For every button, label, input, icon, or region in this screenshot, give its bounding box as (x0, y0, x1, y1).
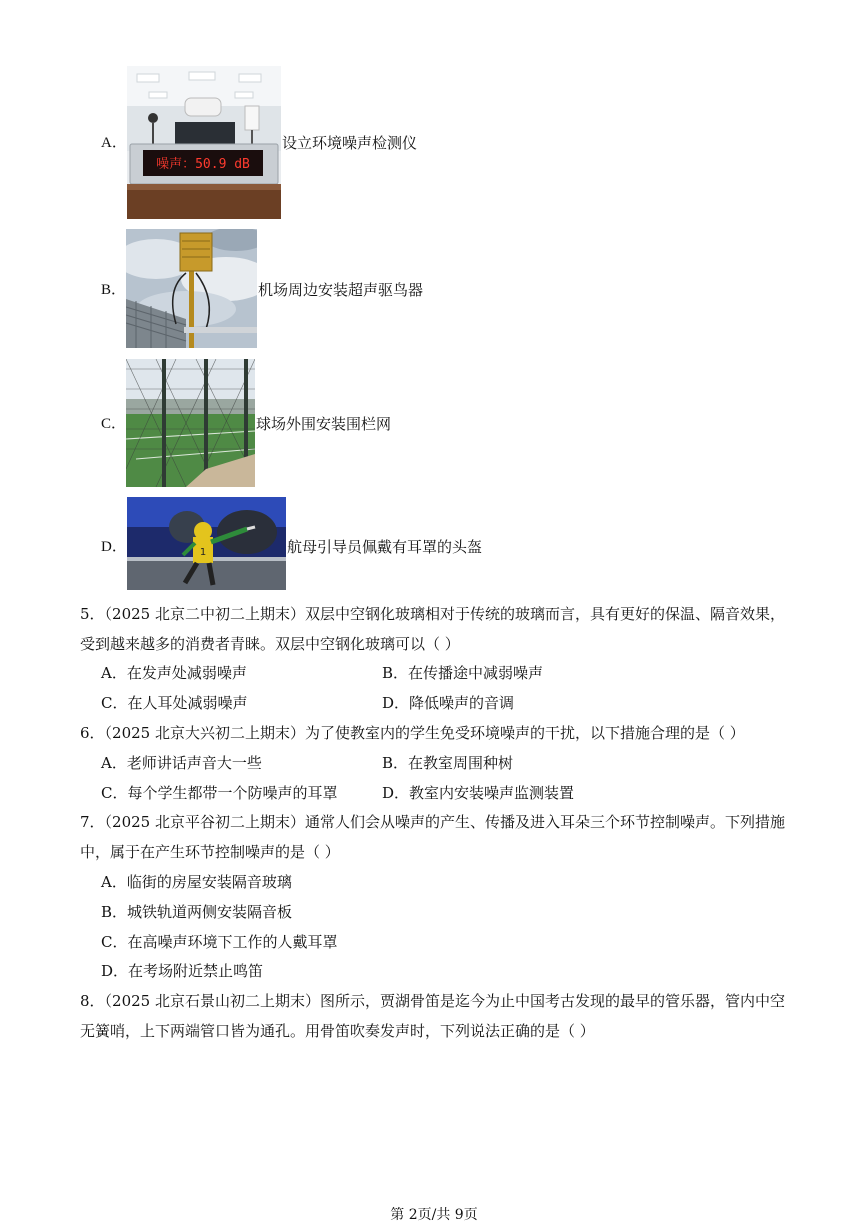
carrier-director-helmet-photo (127, 497, 286, 590)
q8-stem-line1: 8．（2025 北京石景山初二上期末）图所示，贾湖骨笛是迄今为止中国考古发现的最早的管乐器，管内中空 (80, 992, 785, 1010)
stadium-fence-net-photo (126, 359, 255, 487)
option-c-text: 球场外围安装围栏网 (256, 415, 392, 433)
q6-option-d: D．教室内安装噪声监测装置 (382, 784, 575, 802)
option-a-text: 设立环境噪声检测仪 (282, 134, 418, 152)
q7-stem-line1: 7．（2025 北京平谷初二上期末）通常人们会从噪声的产生、传播及进入耳朵三个环节控制噪声。下列措施 (80, 813, 785, 831)
q7-option-a: A．临街的房屋安装隔音玻璃 (101, 873, 292, 891)
q8-stem-line2: 无簧哨，上下两端管口皆为通孔。用骨笛吹奏发声时，下列说法正确的是（ ） (80, 1022, 595, 1040)
q6-option-c: C．每个学生都带一个防噪声的耳罩 (101, 784, 338, 802)
noise-monitor-display-photo (127, 66, 281, 219)
q5-option-b: B．在传播途中减弱噪声 (382, 664, 544, 682)
q6-option-a: A．老师讲话声音大一些 (101, 754, 262, 772)
ultrasonic-bird-repeller-photo (126, 229, 257, 348)
q5-option-c: C．在人耳处减弱噪声 (101, 694, 248, 712)
q5-stem-line1: 5．（2025 北京二中初二上期末）双层中空钢化玻璃相对于传统的玻璃而言，具有更好的保温、隔音效果， (80, 605, 785, 623)
q6-option-b: B．在教室周围种树 (382, 754, 514, 772)
option-d-letter: D． (101, 539, 127, 555)
q5-stem-line2: 受到越来越多的消费者青睐。双层中空钢化玻璃可以（ ） (80, 635, 460, 653)
svg-text:1: 1 (199, 547, 207, 558)
q7-option-c: C．在高噪声环境下工作的人戴耳罩 (101, 933, 338, 951)
q6-stem-line1: 6．（2025 北京大兴初二上期末）为了使教室内的学生免受环境噪声的干扰，以下措施合理的是（ ） (80, 724, 745, 742)
option-d-text: 航母引导员佩戴有耳罩的头盔 (287, 538, 483, 556)
page-number: 第 2页/共 9页 (390, 1207, 478, 1223)
option-b-text: 机场周边安装超声驱鸟器 (258, 281, 424, 299)
option-c-letter: C． (101, 416, 127, 432)
q5-option-a: A．在发声处减弱噪声 (101, 664, 247, 682)
q7-stem-line2: 中，属于在产生环节控制噪声的是（ ） (80, 843, 340, 861)
option-a-letter: A． (101, 135, 127, 151)
noise-reading-text: 噪声：50.9 dB (156, 157, 250, 172)
q5-option-d: D．降低噪声的音调 (382, 694, 515, 712)
q7-option-d: D．在考场附近禁止鸣笛 (101, 962, 264, 980)
q7-option-b: B．城铁轨道两侧安装隔音板 (101, 903, 293, 921)
option-b-letter: B． (101, 282, 127, 298)
